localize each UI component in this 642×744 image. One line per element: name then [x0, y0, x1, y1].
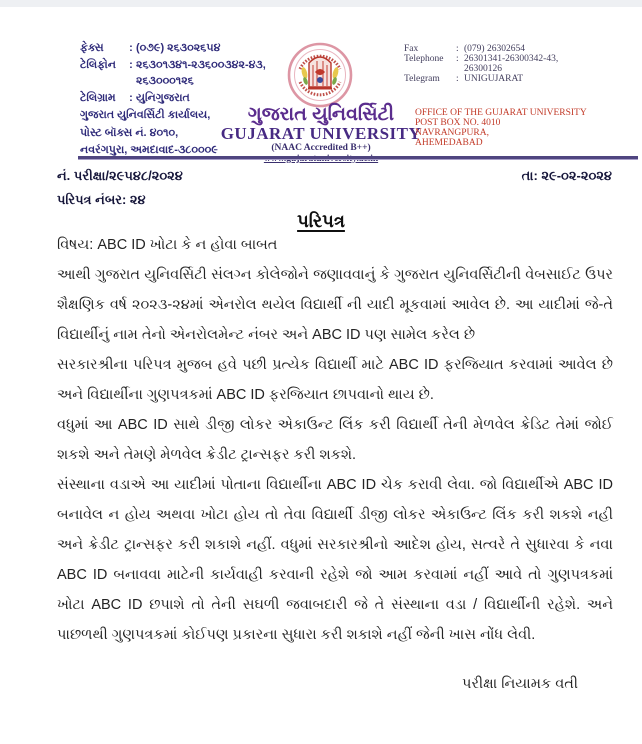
body-paragraph: વધુમાં આ ABC ID સાથે ડીજી લોકર એકાઉન્ટ લિંક કરી વિદ્યાર્થી તેની મેળવેલ ક્રેડિટ તેમાં જોઈ શકશે અને તેમણે મેળવેલ ક્રેડીટ ટ્રાન્સફર કરી શકશે.	[57, 417, 613, 463]
signature-line: પરીક્ષા નિયામક વતી	[462, 676, 578, 692]
university-name-gujarati: ગુજરાત યુનિવર્સિટી	[247, 104, 395, 125]
emblem-svg	[287, 42, 353, 108]
letter-date: તા: ૨૯-૦૨-૨૦૨૪	[521, 168, 612, 183]
separator: :	[129, 42, 133, 54]
circular-body	[57, 230, 613, 650]
city-line-gu: નવરંગપુરા, અમદાવાદ-૩૮૦૦૦૯	[80, 144, 218, 156]
empty-label	[404, 64, 456, 74]
telephone-label-gu: ટેલિફોન	[80, 58, 117, 71]
telegram-value-gu: યુનિગુજરાત	[136, 91, 190, 104]
subject-line: વિષય: ABC ID ખોટા કે ન હોવા બાબત	[57, 237, 278, 253]
office-address-line: AHEMEDABAD	[415, 138, 483, 148]
separator: :	[456, 54, 459, 64]
telephone-row-gu	[80, 57, 295, 74]
circular-number: પરિપત્ર નંબર: ૨૪	[57, 192, 146, 207]
telephone-label-en: Telephone	[404, 54, 444, 64]
telephone-value2-en: 26300126	[464, 64, 502, 74]
telegram-label-en: Telegram	[404, 74, 440, 84]
fax-label-en: Fax	[404, 44, 419, 54]
circular-title	[0, 211, 642, 232]
body-paragraph: આથી ગુજરાત યુનિવર્સિટી સંલગ્ન કોલેજોને જણાવવાનું કે ગુજરાત યુનિવર્સિટીની વેબસાઈટ ઉપર શૈક્ષણિક વર્ષ ૨૦૨૩-૨૪માં એનરોલ થયેલ વિદ્યાર્થી ની યાદી મૂકવામાં આવેલ છે. આ યાદીમાં જે-તે વિદ્યાર્થીનું નામ તેનો એનરોલમેન્ટ નંબર અને ABC ID પણ સામેલ કરેલ છે	[57, 267, 613, 343]
fax-row-en	[404, 44, 594, 54]
telephone-value-gu: ૨૬૩૦૧૩૪૧-૨૩૬૦૦૩૪૨-૪૩,	[136, 58, 266, 71]
separator	[456, 64, 464, 74]
telephone-value-en: 26301341-26300342-43,	[464, 54, 559, 64]
telephone-value2-gu: ૨૬૩૦૦૦૧૨૬	[136, 75, 194, 87]
office-address-line: NAVRANGPURA,	[415, 128, 489, 138]
telephone-row2-gu	[80, 73, 295, 90]
fax-row-gu	[80, 40, 295, 57]
header-divider	[78, 156, 638, 160]
telephone-row-en	[404, 54, 594, 64]
office-address-block	[415, 108, 595, 148]
office-name-gu: ગુજરાત યુનિવર્સિટી કાર્યાલય,	[80, 109, 211, 121]
fax-label-gu: ફેક્સ	[80, 42, 104, 54]
telegram-label-gu: ટેલિગ્રામ	[80, 91, 116, 104]
reference-number: નં. પરીક્ષા/૨૯૫૪૮/૨૦૨૪	[57, 168, 183, 183]
separator: :	[456, 44, 459, 54]
separator: :	[129, 58, 133, 71]
reference-row	[57, 168, 612, 184]
office-address-line: POST BOX NO. 4010	[415, 118, 501, 128]
separator: :	[456, 74, 459, 84]
separator: :	[129, 91, 133, 104]
university-name-english: GUJARAT UNIVERSITY	[220, 124, 422, 143]
body-paragraph: સંસ્થાના વડાએ આ યાદીમાં પોતાના વિદ્યાર્થીના ABC ID ચેક કરાવી લેવા. જો વિદ્યાર્થીએ ABC ID બનાવેલ ન હોય અથવા ખોટા હોય તો તેવા વિદ્યાર્થી ડીજી લોકર એકાઉન્ટ લિંક કરી શકશે નહી અને ક્રેડીટ ટ્રાન્સફર કરી શકાશે નહીં. વધુમાં સરકારશ્રીનો આદેશ હોય, સત્વરે તે સુધારવા કે નવા ABC ID બનાવવા માટેની કાર્યવાહી કરવાની રહેશે જો આમ કરવામાં નહીં આવે તો ગુણપત્રકમાં ખોટા ABC ID છપાશે તો તેની સઘળી જવાબદારી જે તે સંસ્થાના વડા / વિદ્યાર્થીની રહેશે. અને પાછળથી ગુણપત્રકમાં કોઈપણ પ્રકારના સુધારા કરી શકાશે નહીં જેની ખાસ નોંધ લેવી.	[57, 477, 613, 643]
fax-value-en: (079) 26302654	[464, 44, 525, 54]
telegram-row-en	[404, 74, 594, 84]
separator	[126, 73, 136, 90]
fax-value-gu: (૦૭૯) ૨૬૩૦૨૬૫૪	[136, 42, 221, 54]
naac-accreditation: (NAAC Accredited B++)	[271, 143, 371, 153]
circular-title-text: પરિપત્ર	[297, 211, 345, 231]
body-paragraph: સરકારશ્રીના પરિપત્ર મુજબ હવે પછી પ્રત્યેક વિદ્યાર્થી માટે ABC ID ફરજિયાત કરવામાં આવેલ છે અને વિદ્યાર્થીના ગુણપત્રકમાં ABC ID ફરજિયાત છાપવાનો થાય છે.	[57, 357, 613, 403]
university-emblem-icon	[287, 42, 353, 108]
telegram-value-en: UNIGUJARAT	[464, 74, 524, 84]
page-top-strip	[0, 0, 642, 7]
letterhead-contact-english	[404, 44, 594, 84]
telephone-row2-en	[404, 64, 594, 74]
postbox-line-gu: પોસ્ટ બૉક્સ નં. ૪૦૧૦,	[80, 126, 179, 139]
empty-label	[80, 73, 126, 90]
office-address-line: OFFICE OF THE GUJARAT UNIVERSITY	[415, 108, 587, 118]
